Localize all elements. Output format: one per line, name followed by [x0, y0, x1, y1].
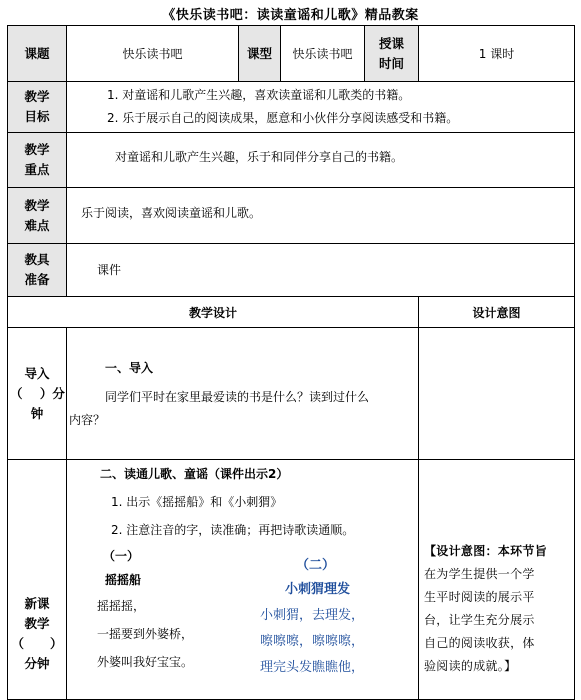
intent-line-3: 生平时阅读的展示平 — [424, 589, 535, 604]
time-label-line-1: 授课 — [378, 35, 404, 51]
time-value: 1 课时 — [419, 26, 575, 82]
goal-item-2: 2. 乐于展示自己的阅读成果，愿意和小伙伴分享阅读感受和书籍。 — [107, 111, 459, 125]
document-title: 《快乐读书吧：读读童谣和儿歌》精品教案 — [162, 8, 419, 23]
new-lesson-step-1: 1. 出示《摇摇船》和《小刺猬》 — [111, 495, 283, 509]
difficulties-row — [8, 188, 575, 244]
topic-label: 课题 — [8, 26, 67, 82]
goals-row — [8, 82, 575, 133]
lesson-plan-table — [7, 25, 575, 700]
prep-label-line-2: 准备 — [24, 272, 50, 287]
poem-1-line-2: 一摇要到外婆桥， — [97, 627, 194, 641]
intent-line-4: 台，让学生充分展示 — [424, 612, 535, 627]
intro-row — [8, 328, 575, 460]
time-label-line-2: 时间 — [378, 55, 404, 71]
new-lesson-step-2: 2. 注意注音的字，读准确；再把诗歌读通顺。 — [111, 523, 355, 537]
intent-line-6: 验阅读的成就。】 — [424, 658, 517, 673]
difficulties-label-line-1: 教学 — [24, 197, 50, 213]
prep-content — [67, 244, 575, 297]
goals-label-line-1: 教学 — [24, 89, 50, 104]
poem-2-title: 小刺猬理发 — [285, 582, 351, 597]
intro-content — [67, 328, 419, 460]
intent-line-1 — [424, 540, 568, 563]
intent-line-5: 自己的阅读收获，体 — [424, 635, 535, 650]
difficulties-label — [8, 188, 67, 244]
key-points-label — [8, 133, 67, 188]
poem-1-line-1: 摇摇摇， — [97, 599, 146, 613]
prep-row — [8, 244, 575, 297]
design-header-row — [8, 297, 575, 328]
goals-content — [67, 82, 575, 133]
key-points-text: 对童谣和儿歌产生兴趣，乐于和同伴分享自己的书籍。 — [115, 150, 404, 164]
intent-text — [419, 540, 574, 678]
new-lesson-content — [67, 460, 419, 700]
intro-line-2: 内容？ — [69, 412, 106, 427]
poem-1-title: 摇摇船 — [105, 573, 142, 587]
time-label — [365, 26, 419, 82]
new-lesson-intent — [419, 460, 575, 700]
intent-line-1-text: 【设计意图：本环节旨 — [424, 543, 548, 558]
prep-text: 课件 — [97, 263, 122, 277]
new-lesson-label-line-3: （ ） — [11, 636, 63, 651]
intro-label-line-1: 导入 — [24, 365, 50, 381]
intent-line-2: 在为学生提供一个学 — [424, 566, 535, 581]
type-label: 课型 — [239, 26, 281, 82]
prep-label-line-1: 教具 — [24, 252, 50, 267]
goals-label — [8, 82, 67, 133]
poem-1-number: （一） — [103, 549, 140, 563]
intro-heading: 一、导入 — [105, 360, 154, 375]
poem-2-number: （二） — [296, 558, 336, 573]
intro-intent — [419, 328, 575, 460]
type-value: 快乐读书吧 — [281, 26, 365, 82]
new-lesson-heading: 二、读通儿歌、童谣（课件出示2） — [100, 467, 289, 481]
intro-line-1: 同学们平时在家里最爱读的书是什么？读到过什么 — [105, 389, 370, 404]
intro-label-line-3: 钟 — [30, 405, 44, 421]
intro-label-line-2: （ ）分 — [10, 385, 65, 401]
goals-label-line-2: 目标 — [24, 109, 50, 124]
new-lesson-label-line-2: 教学 — [24, 616, 50, 631]
design-header: 教学设计 — [8, 297, 419, 328]
difficulties-label-line-2: 难点 — [24, 217, 50, 233]
poem-2-line-2: 嚓嚓嚓，嚓嚓嚓， — [260, 634, 365, 649]
poem-2-line-1: 小刺猬，去理发， — [260, 608, 365, 623]
poem-1-line-3: 外婆叫我好宝宝。 — [97, 655, 194, 669]
intro-label — [8, 328, 67, 460]
key-points-row — [8, 133, 575, 188]
key-points-content — [67, 133, 575, 188]
key-points-label-line-2: 重点 — [24, 162, 50, 177]
header-row — [8, 26, 575, 82]
difficulties-text: 乐于阅读，喜欢阅读童谣和儿歌。 — [81, 205, 262, 220]
intent-header: 设计意图 — [419, 297, 575, 328]
key-points-label-line-1: 教学 — [24, 142, 50, 157]
new-lesson-row — [8, 460, 575, 700]
prep-label — [8, 244, 67, 297]
goal-item-1: 1. 对童谣和儿歌产生兴趣，喜欢读童谣和儿歌类的书籍。 — [107, 88, 411, 102]
new-lesson-label-line-4: 分钟 — [24, 656, 50, 671]
new-lesson-label-line-1: 新课 — [24, 596, 50, 611]
difficulties-content — [67, 188, 575, 244]
new-lesson-label — [8, 460, 67, 700]
poem-2-line-3: 理完头发瞧瞧他， — [260, 660, 365, 675]
topic-value: 快乐读书吧 — [67, 26, 239, 82]
